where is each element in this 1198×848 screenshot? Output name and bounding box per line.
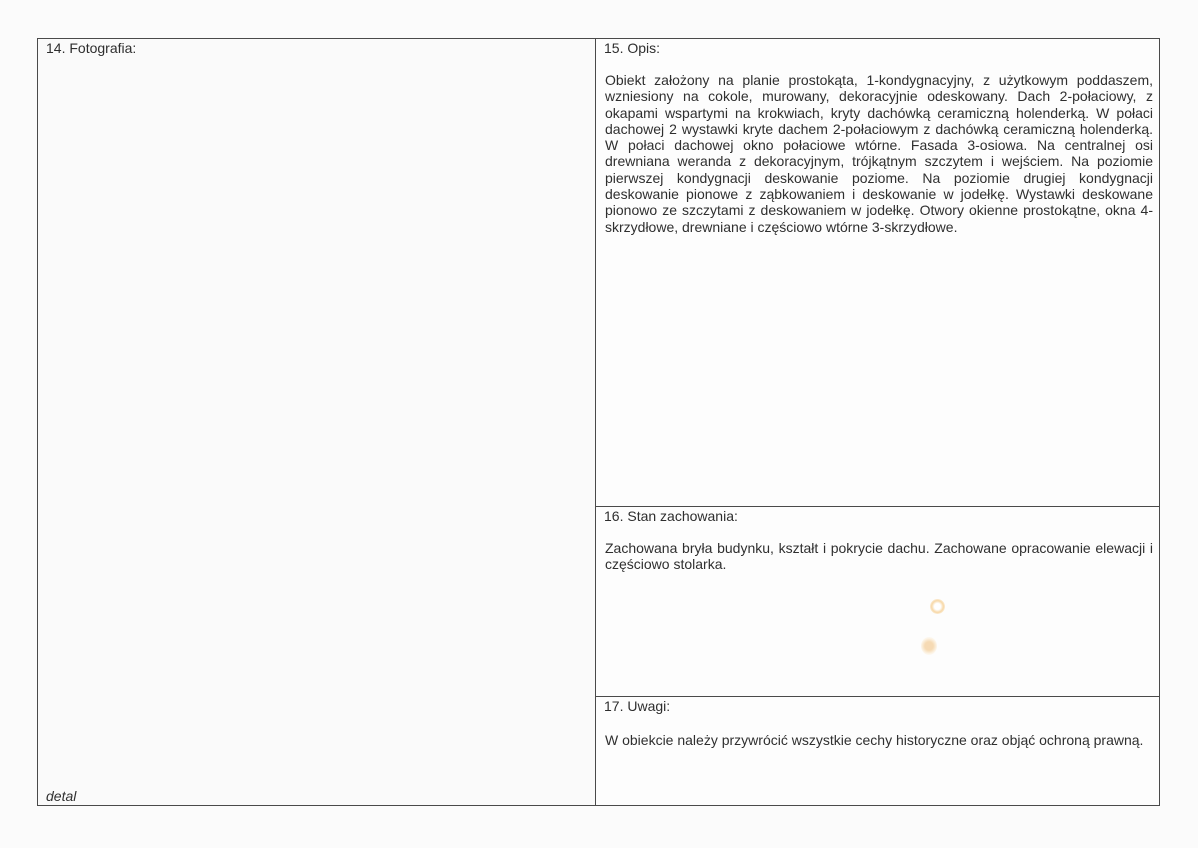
details-column (596, 38, 1160, 806)
condition-text: Zachowana bryła budynku, kształt i pokrycie dachu. Zachowane opracowanie elewacji i częściowo stolarka. (605, 540, 1153, 573)
paper-stain (930, 599, 945, 614)
condition-cell (596, 507, 1159, 697)
notes-text: W obiekcie należy przywrócić wszystkie cechy historyczne oraz objąć ochroną prawną. (605, 732, 1144, 748)
photo-caption: detal (46, 788, 77, 804)
notes-cell (596, 697, 1159, 805)
description-text: Obiekt założony na planie prostokąta, 1-kondygnacyjny, z użytkowym poddaszem, wzniesiony na cokole, murowany, dekoracyjnie odeskowany. Dach 2-połaciowy, z okapami wspartymi na krokwiach, kryty dachówką ceramiczną holenderką. W połaci dachowej 2 wystawki kryte dachem 2-połaciowym z dachówką ceramiczną holenderką. W połaci dachowej okno połaciowe wtórne. Fasada 3-osiowa. Na centralnej osi drewniana weranda z dekoracyjnym, trójkątnym szczytem i wejściem. Na poziomie pierwszej kondygnacji deskowanie poziome. Na poziomie drugiej kondygnacji deskowanie pionowe z ząbkowaniem i deskowanie w jodełkę. Wystawki deskowane pionowo ze szczytami z deskowaniem w jodełkę. Otwory okienne prostokątne, okna 4-skrzydłowe, drewniane i częściowo wtórne 3-skrzydłowe. (605, 72, 1153, 235)
description-heading: 15. Opis: (604, 40, 661, 56)
notes-heading: 17. Uwagi: (604, 698, 671, 714)
photo-heading: 14. Fotografia: (46, 40, 137, 56)
photo-cell (37, 38, 596, 806)
paper-stain (921, 637, 937, 655)
description-cell (596, 39, 1159, 507)
condition-heading: 16. Stan zachowania: (604, 508, 738, 524)
